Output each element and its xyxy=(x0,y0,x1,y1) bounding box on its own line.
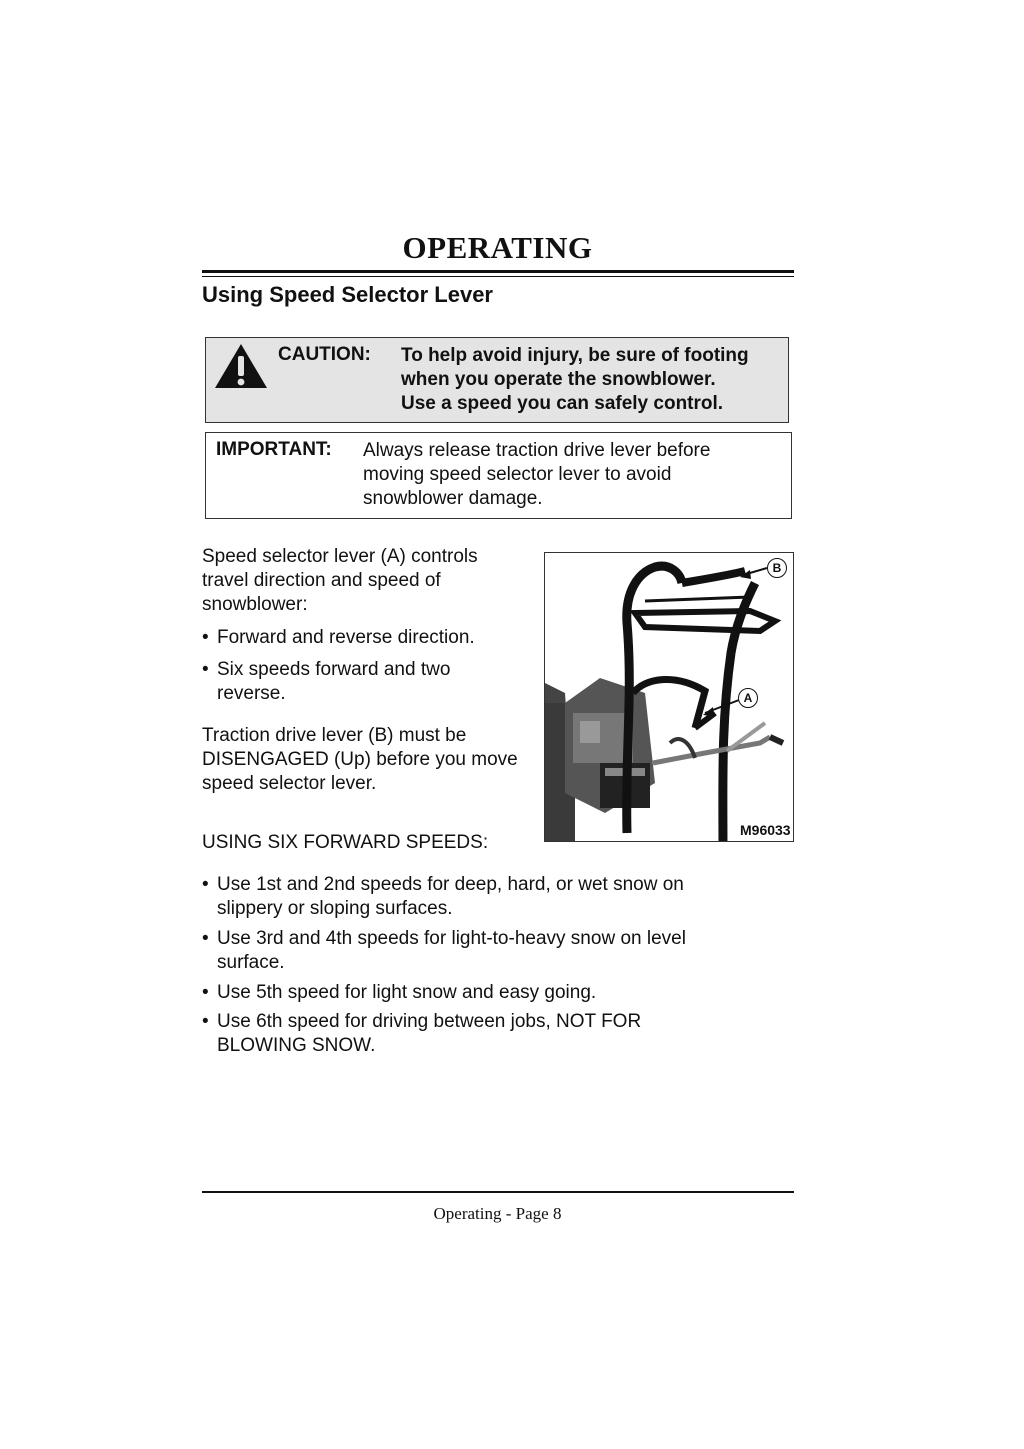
list-item xyxy=(202,927,762,975)
snowblower-figure xyxy=(544,552,794,842)
list-item-line: BLOWING SNOW. xyxy=(217,1035,376,1056)
list-item-line: Use 5th speed for light snow and easy going. xyxy=(217,982,597,1003)
bullet: • xyxy=(202,1011,209,1032)
important-line: moving speed selector lever to avoid xyxy=(363,464,672,485)
important-line: snowblower damage. xyxy=(363,488,543,509)
caution-line: Use a speed you can safely control. xyxy=(401,393,724,414)
list-item-line: Forward and reverse direction. xyxy=(217,627,475,648)
important-label: IMPORTANT: xyxy=(216,439,332,460)
warning-triangle-icon xyxy=(213,342,269,390)
traction-line: Traction drive lever (B) must be xyxy=(202,725,467,746)
intro-paragraph xyxy=(202,545,537,617)
callout-a xyxy=(738,688,758,708)
page-footer: Operating - Page 8 xyxy=(433,1204,562,1223)
callout-b-label: B xyxy=(772,561,782,575)
caution-line: To help avoid injury, be sure of footing xyxy=(401,345,749,366)
bullet: • xyxy=(202,659,209,680)
bullet: • xyxy=(202,874,209,895)
callout-b xyxy=(767,558,787,578)
list-item-line: Use 1st and 2nd speeds for deep, hard, or wet snow on xyxy=(217,874,684,895)
callout-a-label: A xyxy=(743,691,753,705)
intro-line: snowblower: xyxy=(202,594,308,615)
traction-line: DISENGAGED (Up) before you move xyxy=(202,749,518,770)
six-speeds-heading: USING SIX FORWARD SPEEDS: xyxy=(202,832,489,853)
traction-paragraph xyxy=(202,724,547,796)
list-item xyxy=(202,1010,762,1058)
list-item xyxy=(202,873,762,921)
list-item xyxy=(202,658,537,706)
important-message xyxy=(363,439,783,511)
bullet: • xyxy=(202,928,209,949)
list-item xyxy=(202,626,537,650)
list-item-line: surface. xyxy=(217,952,285,973)
figure-code: M96033 xyxy=(740,822,791,838)
bullet: • xyxy=(202,982,209,1003)
header-rule-thin xyxy=(202,276,794,277)
caution-message xyxy=(401,344,786,416)
intro-line: travel direction and speed of xyxy=(202,570,441,591)
page-title: OPERATING xyxy=(402,230,593,265)
footer-rule xyxy=(202,1191,794,1193)
caution-label: CAUTION: xyxy=(278,344,371,365)
caution-line: when you operate the snowblower. xyxy=(401,369,716,390)
list-item xyxy=(202,981,762,1005)
list-item-line: Use 6th speed for driving between jobs, NOT FOR xyxy=(217,1011,642,1032)
traction-line: speed selector lever. xyxy=(202,773,377,794)
intro-line: Speed selector lever (A) controls xyxy=(202,546,478,567)
list-item-line: slippery or sloping surfaces. xyxy=(217,898,453,919)
bullet: • xyxy=(202,627,209,648)
list-item-line: Use 3rd and 4th speeds for light-to-heavy snow on level xyxy=(217,928,686,949)
list-item-line: Six speeds forward and two xyxy=(217,659,451,680)
important-line: Always release traction drive lever before xyxy=(363,440,711,461)
section-title: Using Speed Selector Lever xyxy=(202,282,493,307)
header-rule-thick xyxy=(202,270,794,273)
list-item-line: reverse. xyxy=(217,683,286,704)
